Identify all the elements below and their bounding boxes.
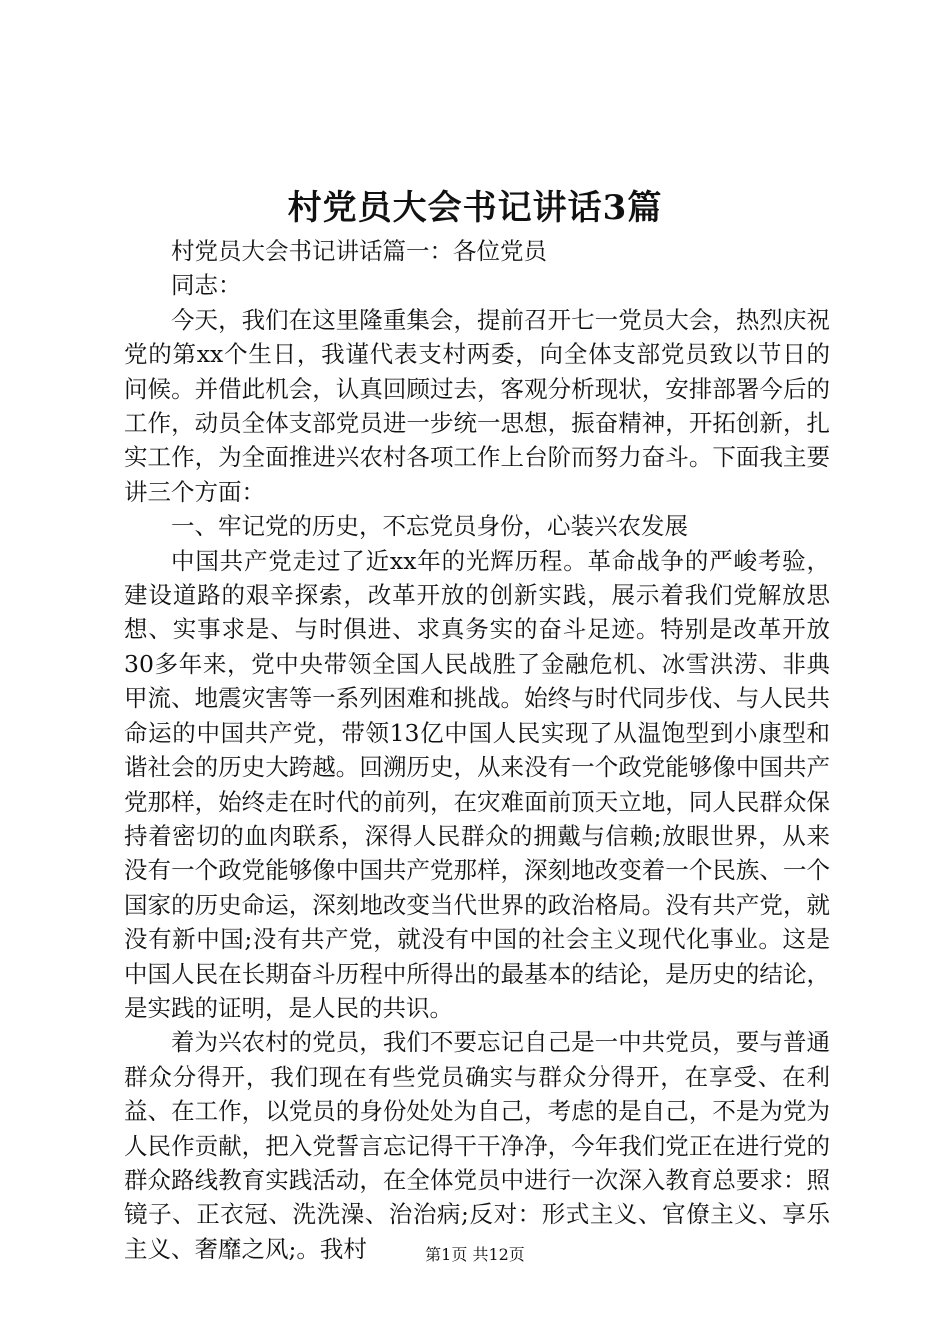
paragraph-opening: 今天，我们在这里隆重集会，提前召开七一党员大会，热烈庆祝党的第xx个生日，我谨代表支村两委，向全体支部党员致以节日的问候。并借此机会，认真回顾过去，客观分析现状，安排部署今后的工作，动员全体支部党员进一步统一思想，振奋精神，开拓创新，扎实工作，为全面推进兴农村各项工作上台阶而努力奋斗。下面我主要讲三个方面： xyxy=(124,305,830,506)
section-heading-one: 一、牢记党的历史，不忘党员身份，心装兴农发展 xyxy=(171,512,688,541)
paragraph-party-member: 着为兴农村的党员，我们不要忘记自己是一中共党员，要与普通群众分得开，我们现在有些党员确实与群众分得开，在享受、在利益、在工作，以党员的身份处处为自己，考虑的是自己，不是为党为人民作贡献，把入党誓言忘记得干干净净，今年我们党正在进行党的群众路线教育实践活动，在全体党员中进行一次深入教育总要求：照镜子、正衣冠、洗洗澡、治治病;反对：形式主义、官僚主义、享乐主义、奢靡之风;。我村 xyxy=(124,1028,830,1263)
paragraph-history: 中国共产党走过了近xx年的光辉历程。革命战争的严峻考验，建设道路的艰辛探索，改革开放的创新实践，展示着我们党解放思想、实事求是、与时俱进、求真务实的奋斗足迹。特别是改革开放30多年来，党中央带领全国人民战胜了金融危机、冰雪洪涝、非典甲流、地震灾害等一系列困难和挑战。始终与时代同步伐、与人民共命运的中国共产党，带领13亿中国人民实现了从温饱型到小康型和谐社会的历史大跨越。回溯历史，从来没有一个政党能够像中国共产党那样，始终走在时代的前列，在灾难面前顶天立地，同人民群众保持着密切的血肉联系，深得人民群众的拥戴与信赖;放眼世界，从来没有一个政党能够像中国共产党那样，深刻地改变着一个民族、一个国家的历史命运，深刻地改变当代世界的政治格局。没有共产党，就没有新中国;没有共产党，就没有中国的社会主义现代化事业。这是中国人民在长期奋斗历程中所得出的最基本的结论，是历史的结论，是实践的证明，是人民的共识。 xyxy=(124,546,830,1022)
document-body xyxy=(124,234,830,1266)
document-title: 村党员大会书记讲话3篇 xyxy=(287,188,663,228)
paragraph-greeting: 村党员大会书记讲话篇一：各位党员 xyxy=(171,237,547,265)
paragraph-salutation: 同志： xyxy=(171,271,242,300)
page-number-footer: 第1页 共12页 xyxy=(425,1245,525,1264)
